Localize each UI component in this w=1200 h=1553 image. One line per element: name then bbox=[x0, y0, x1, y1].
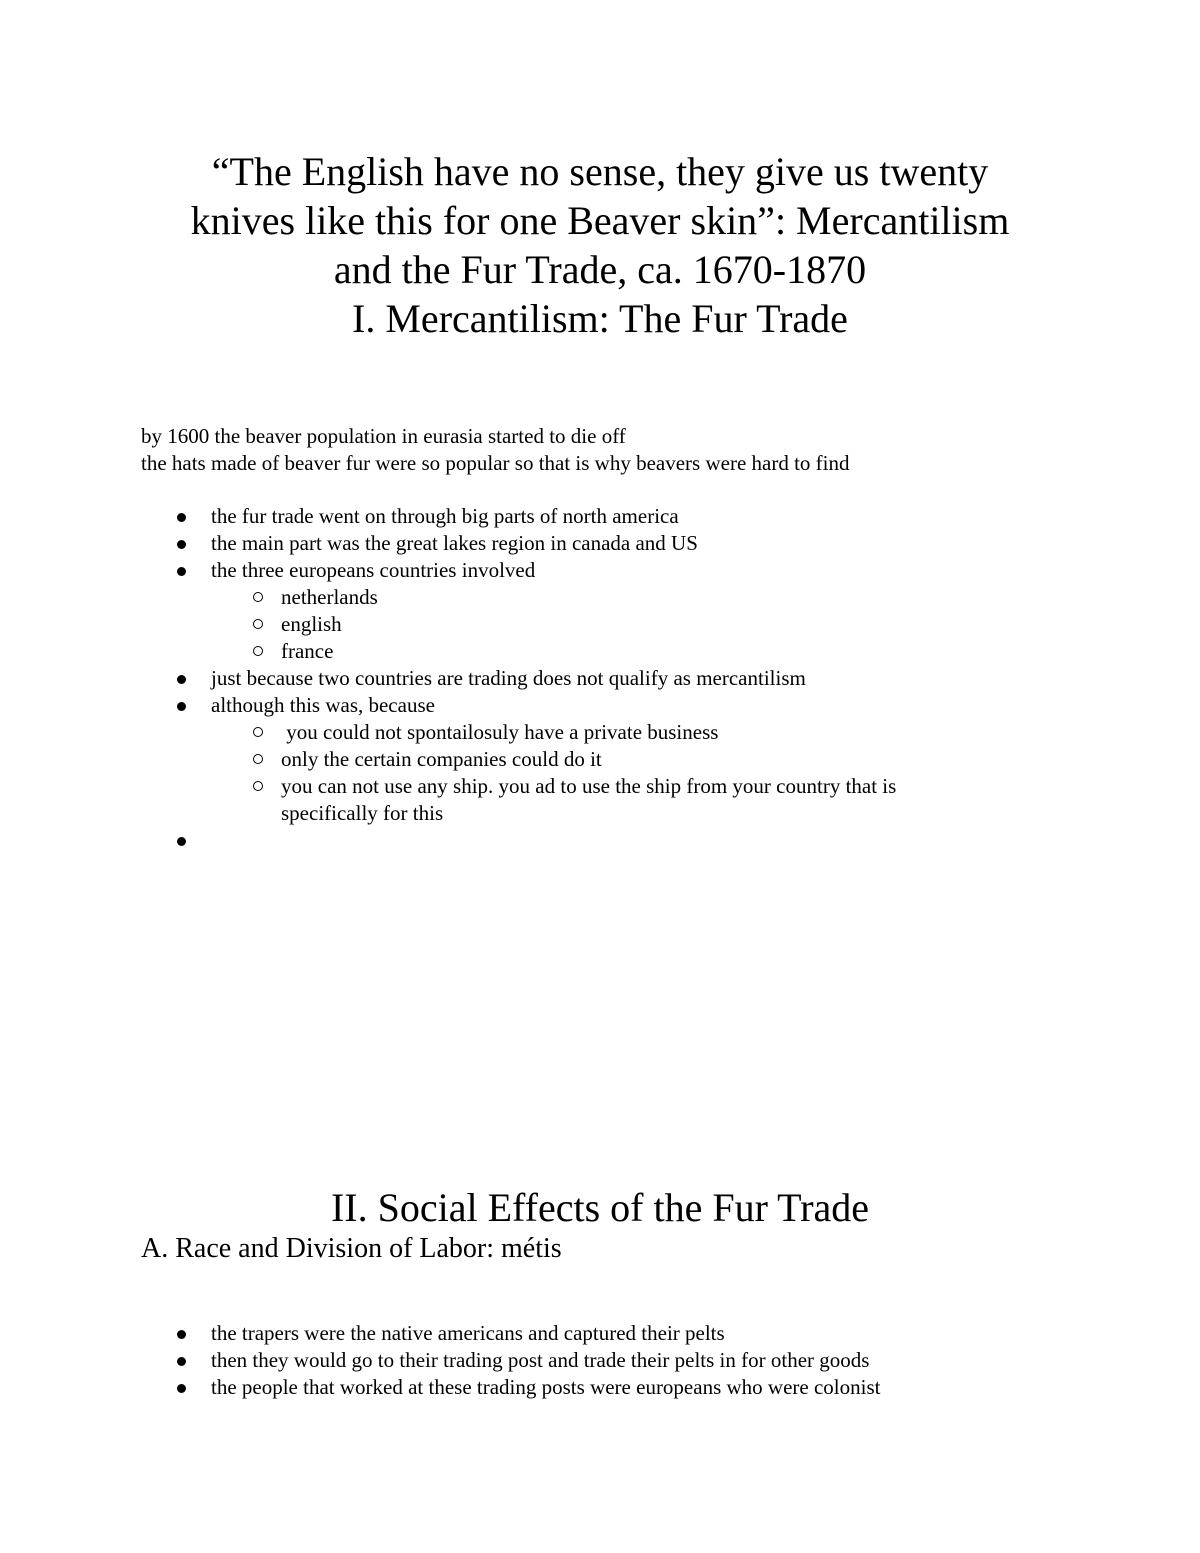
bullet-icon bbox=[177, 1384, 186, 1393]
hollow-bullet-icon bbox=[253, 781, 263, 791]
title-line-2: knives like this for one Beaver skin”: Mercantilism bbox=[190, 198, 1010, 243]
bullet-icon bbox=[177, 837, 186, 846]
list-item-text: although this was, because bbox=[211, 693, 435, 717]
bullet-icon bbox=[177, 702, 186, 711]
section2-heading: II. Social Effects of the Fur Trade bbox=[330, 1185, 870, 1230]
intro-paragraph bbox=[141, 423, 850, 477]
bullet-icon bbox=[177, 1357, 186, 1366]
sub-list-item-text: netherlands bbox=[281, 585, 378, 609]
hollow-bullet-icon bbox=[253, 646, 263, 656]
sub-list-item bbox=[211, 773, 921, 827]
sub-list-item-text: you can not use any ship. you ad to use the ship from your country that is specifically for this bbox=[281, 774, 897, 825]
sub-list-item bbox=[211, 746, 921, 773]
sub-list-item-text: only the certain companies could do it bbox=[281, 747, 602, 771]
list-item bbox=[141, 1320, 1101, 1347]
list-item-empty bbox=[141, 827, 1101, 854]
bullet-icon bbox=[177, 675, 186, 684]
list-item-text: the three europeans countries involved bbox=[211, 558, 536, 582]
sub-list-item-text: english bbox=[281, 612, 342, 636]
section2-subheading: A. Race and Division of Labor: métis bbox=[141, 1233, 562, 1264]
bullet-icon bbox=[177, 1330, 186, 1339]
hollow-bullet-icon bbox=[253, 727, 263, 737]
list-item bbox=[141, 665, 1101, 692]
list-item-text: the people that worked at these trading posts were europeans who were colonist bbox=[211, 1375, 881, 1399]
sub-list-item bbox=[211, 638, 921, 665]
bullet-icon bbox=[177, 540, 186, 549]
list-item bbox=[141, 530, 1101, 557]
list-item-text: the fur trade went on through big parts of north america bbox=[211, 504, 679, 528]
section1-heading: I. Mercantilism: The Fur Trade bbox=[352, 296, 848, 341]
list-item bbox=[141, 1374, 1101, 1401]
intro-line-1: by 1600 the beaver population in eurasia started to die off bbox=[141, 424, 626, 448]
hollow-bullet-icon bbox=[253, 592, 263, 602]
title-line-1: “The English have no sense, they give us twenty bbox=[211, 149, 989, 194]
list-item-text: the trapers were the native americans and captured their pelts bbox=[211, 1321, 725, 1345]
document-title bbox=[100, 147, 1100, 343]
intro-line-2: the hats made of beaver fur were so popular so that is why beavers were hard to find bbox=[141, 451, 850, 475]
list-item-text: just because two countries are trading does not qualify as mercantilism bbox=[211, 666, 806, 690]
sub-list-item-text: you could not spontailosuly have a private business bbox=[281, 720, 719, 744]
sub-list bbox=[211, 584, 1101, 665]
bullet-icon bbox=[177, 513, 186, 522]
list-item-text: the main part was the great lakes region in canada and US bbox=[211, 531, 698, 555]
sub-list-item bbox=[211, 611, 921, 638]
sub-list-item-text: france bbox=[281, 639, 334, 663]
section1-bullet-list bbox=[141, 503, 1101, 854]
list-item-text: then they would go to their trading post and trade their pelts in for other goods bbox=[211, 1348, 870, 1372]
hollow-bullet-icon bbox=[253, 754, 263, 764]
sub-list bbox=[211, 719, 1101, 827]
sub-list-item bbox=[211, 719, 921, 746]
sub-list-item bbox=[211, 584, 921, 611]
bullet-icon bbox=[177, 567, 186, 576]
section2-bullet-list bbox=[141, 1320, 1101, 1401]
list-item bbox=[141, 692, 1101, 827]
list-item bbox=[141, 557, 1101, 665]
title-line-3: and the Fur Trade, ca. 1670-1870 bbox=[333, 247, 867, 292]
list-item bbox=[141, 503, 1101, 530]
list-item bbox=[141, 1347, 1101, 1374]
hollow-bullet-icon bbox=[253, 619, 263, 629]
